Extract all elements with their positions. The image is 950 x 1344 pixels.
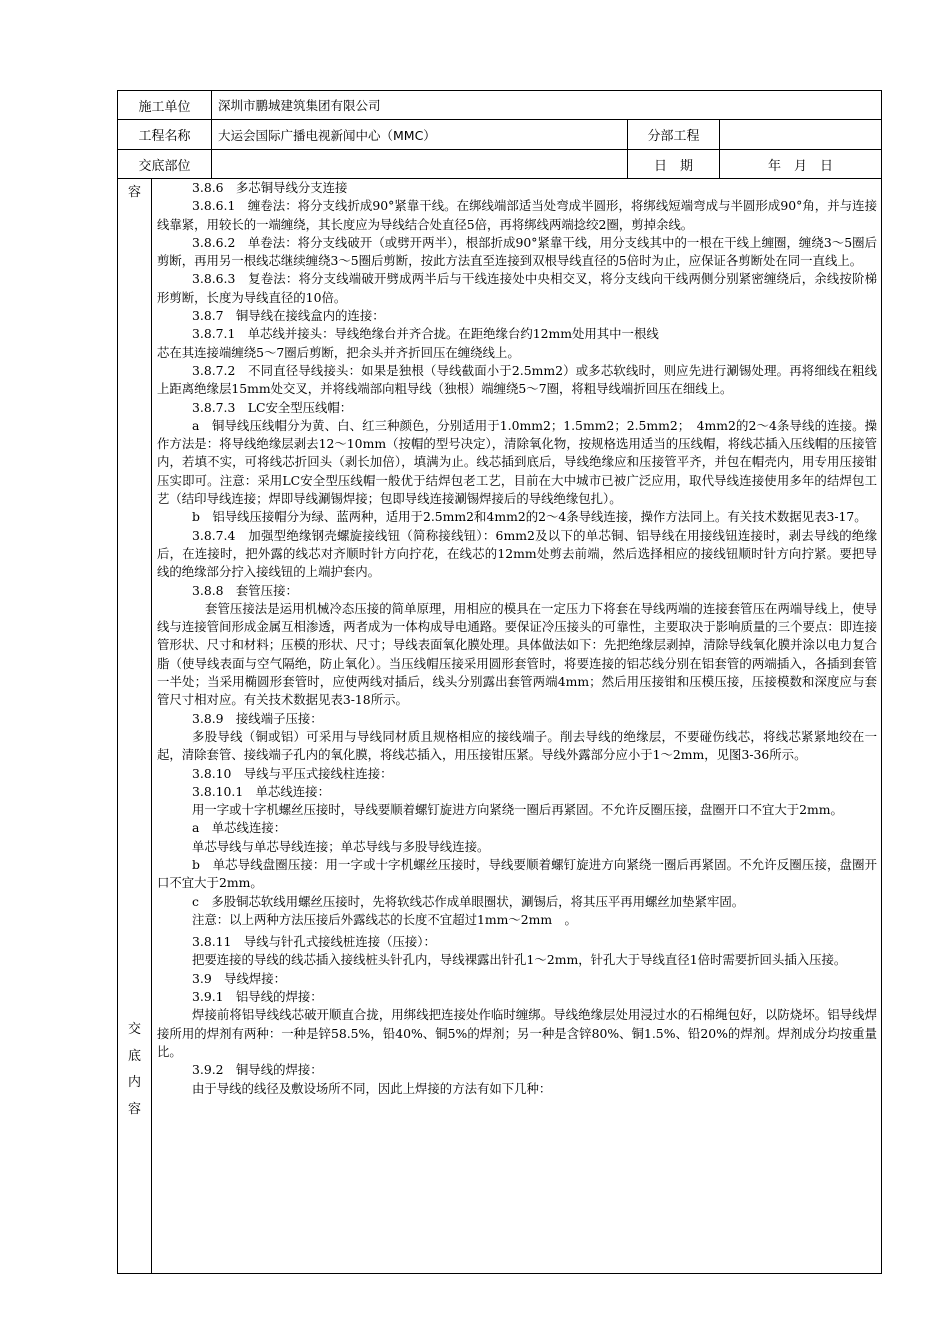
- paragraph: 3.8.7.3 LC安全型压线帽：: [192, 399, 353, 415]
- paragraph: 3.8.6.2 单卷法：将分支线破开（或劈开两半），根部折成90°紧靠干线，用分支线其中的一根在干线上缠圈，缠绕3～5圈后剪断，再用另一根线芯继续缠绕3～5圈后剪断，按此方法直至连接到双根导线直径的5倍时为止，应保证各剪断处在同一直线上。: [157, 234, 877, 269]
- row-construction-unit: [118, 91, 881, 120]
- paragraph: 3.8.6 多芯铜导线分支连接: [192, 180, 348, 195]
- paragraph: b 铝导线压接帽分为绿、蓝两种，适用于2.5mm2和4mm2的2～4条导线连接，操作方法同上。有关技术数据见表3-17。: [192, 509, 867, 525]
- paragraph: 3.8.7.2 不同直径导线接头：如果是独根（导线截面小于2.5mm2）或多芯软线时，则应先进行涮锡处理。再将细线在粗线上距离绝缘层15mm处交叉，并将线端部向粗导线（独根）端缠绕5～7圈，将粗导线端折回压在细线上。: [157, 362, 877, 397]
- paragraph: 3.9.2 铜导线的焊接：: [192, 1062, 323, 1078]
- paragraph: 用一字或十字机螺丝压接时，导线要顺着螺钉旋进方向紧绕一圈后再紧固。不允许反圈压接，盘圈开口不宜大于2mm。: [192, 802, 843, 818]
- location-label: 交底部位: [138, 158, 191, 174]
- paragraph: 单芯导线与单芯导线连接；单芯导线与多股导线连接。: [192, 838, 490, 854]
- unit-label: 施工单位: [138, 99, 191, 115]
- side-char: 底: [127, 1048, 141, 1064]
- location-value: [211, 150, 627, 178]
- paragraph: a 单芯线连接：: [192, 820, 287, 836]
- paragraph: 套管压接法是运用机械冷态压接的简单原理，用相应的模具在一定压力下将套在导线两端的连接套管压在两端导线上，使导线与连接管间形成金属互相渗透，两者成为一体构成导电通路。要保证冷压接头的可靠性，主要取决于影响质量的三个要点：即连接管形状、尺寸和材料；压模的形状、尺寸；导线表面氧化膜处理。具体做法如下：先把绝缘层剥掉，清除导线氧化膜并涂以电力复合脂（使导线表面与空气隔绝，防止氧化）。当压线帽压接采用圆形套管时，将要连接的铝芯线分别在铝套管的两端插入，各插到套管一半处；当采用椭圆形套管时，应使两线对插后，线头分别露出套管两端4mm；然后用压接钳和压模压接，压接模数和深度应与套管尺寸相对应。有关技术数据见表3-18所示。: [157, 600, 877, 708]
- disclosure-table: [117, 90, 882, 1274]
- paragraph: 3.8.9 接线端子压接：: [192, 710, 323, 726]
- side-label-column: [118, 179, 152, 1273]
- paragraph: 注意：以上两种方法压接后外露线芯的长度不宜超过1mm～2mm 。: [192, 911, 577, 927]
- disclosure-content: [157, 179, 877, 1273]
- paragraph: 3.8.8 套管压接：: [192, 582, 298, 598]
- paragraph: 把要连接的导线的线芯插入接线桩头针孔内，导线裸露出针孔1～2mm，针孔大于导线直径1倍时需要折回头插入压接。: [192, 952, 847, 968]
- paragraph: 芯在其连接端缠绕5～7圈后剪断，把余头并齐折回压在缠绕线上。: [157, 344, 520, 360]
- paragraph: 3.8.7 铜导线在接线盒内的连接：: [192, 308, 385, 324]
- paragraph: 3.8.11 导线与针孔式接线桩连接（压接）：: [192, 934, 436, 950]
- subproject-label: 分部工程: [627, 120, 719, 149]
- row-disclosure-location: [118, 150, 881, 179]
- row-project-name: [118, 120, 881, 150]
- unit-value: 深圳市鹏城建筑集团有限公司: [211, 91, 881, 119]
- paragraph: 由于导线的线径及敷设场所不同，因此上焊接的方法有如下几种：: [192, 1080, 552, 1096]
- side-vertical-label: [118, 1017, 151, 1123]
- side-char: 容: [127, 1101, 141, 1117]
- project-label: 工程名称: [138, 129, 191, 144]
- paragraph: 3.8.7.1 单芯线并接头：导线绝缘台并齐合拢。在距绝缘台约12mm处用其中一根线: [192, 326, 659, 342]
- paragraph: 焊接前将铝导线线芯破开顺直合拢，用绑线把连接处作临时缠绑。导线绝缘层处用浸过水的石棉绳包好，以防烧坏。铝导线焊接所用的焊剂有两种：一种是锌58.5%，铅40%、铜5%的焊剂；另一种是含锌80%、铜1.5%、铅20%的焊剂。焊剂成分均按重量比。: [157, 1007, 877, 1059]
- paragraph: 3.9.1 铝导线的焊接：: [192, 989, 323, 1005]
- paragraph: 3.8.6.3 复卷法：将分支线端破开劈成两半后与干线连接处中央相交叉，将分支线向干线两侧分别紧密缠绕后，余线按阶梯形剪断，长度为导线直径的10倍。: [157, 271, 877, 305]
- date-value: 年 月 日: [719, 150, 881, 178]
- paragraph: c 多股铜芯软线用螺丝压接时，先将软线芯作成单眼圈状，涮锡后，将其压平再用螺丝加垫紧牢固。: [192, 893, 745, 909]
- project-value: 大运会国际广播电视新闻中心（MMC）: [211, 120, 627, 149]
- paragraph: b 单芯导线盘圈压接：用一字或十字机螺丝压接时，导线要顺着螺钉旋进方向紧绕一圈后再紧固。不允许反圈压接，盘圈开口不宜大于2mm。: [157, 856, 877, 891]
- side-char: 内: [127, 1075, 141, 1090]
- paragraph: 3.8.10 导线与平压式接线柱连接：: [192, 765, 393, 781]
- paragraph: 3.9 导线焊接：: [192, 970, 287, 986]
- date-label: 日 期: [627, 150, 719, 178]
- subproject-value: [719, 120, 881, 149]
- paragraph: 3.8.7.4 加强型绝缘钢壳螺旋接线钮（简称接线钮）：6mm2及以下的单芯铜、铝导线在用接线钮连接时，剥去导线的绝缘后，在连接时，把外露的线芯对齐顺时针方向拧花，在线芯的12mm处剪去前端，然后选择相应的接线钮顺时针方向拧紧。要把导线的绝缘部分拧入接线钮的上端护套内。: [157, 527, 877, 580]
- paragraph: a 铜导线压线帽分为黄、白、红三种颜色，分别适用于1.0mm2；1.5mm2；2.5mm2； 4mm2的2～4条导线的连接。操作方法是：将导线绝缘层剥去12～10mm（按帽的型号决定），清除氧化物，按规格选用适当的压线帽，将线芯插入压线帽的压接管内，若填不实，可将线芯折回头（剥长加倍），填满为止。线芯插到底后，导线绝缘应和压接管平齐，并包在帽壳内，用专用压接钳压实即可。注意：采用LC安全型压线帽一般优于结焊包老工艺，目前在大中城市已被广泛应用，取代导线连接使用多年的结焊包工艺（结印导线连接；焊即导线涮锡焊接；包即导线连接涮锡焊接后的导线绝缘包扎）。: [157, 417, 877, 507]
- side-top-char: 容: [127, 185, 141, 200]
- paragraph: 多股导线（铜或铝）可采用与导线同材质且规格相应的接线端子。削去导线的绝缘层，不要碰伤线芯，将线芯紧紧地绞在一起，清除套管、接线端子孔内的氧化膜，将线芯插入，用压接钳压紧。导线外露部分应小于1～2mm，见图3-36所示。: [157, 728, 877, 763]
- paragraph: 3.8.10.1 单芯线连接：: [192, 783, 330, 799]
- side-char: 交: [127, 1022, 141, 1037]
- paragraph: 3.8.6.1 缠卷法：将分支线折成90°紧靠干线。在绑线端部适当处弯成半圆形，将绑线短端弯成与半圆形成90°角，并与连接线靠紧，用较长的一端缠绕，其长度应为导线结合处直径5倍，再将绑线两端捻绞2圈，剪掉余线。: [157, 198, 877, 232]
